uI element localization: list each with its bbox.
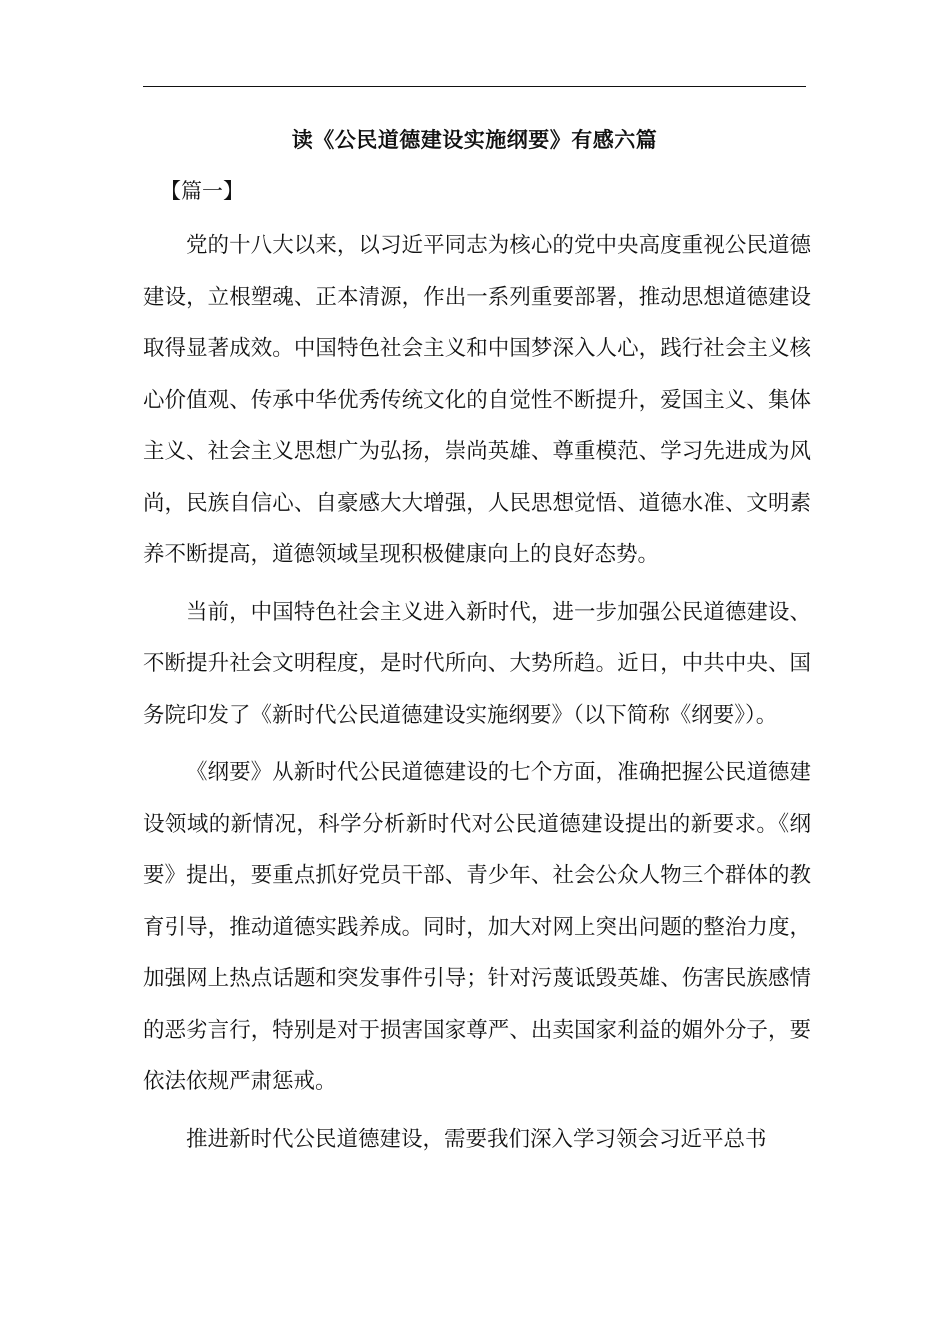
document-title: 读《公民道德建设实施纲要》有感六篇	[291, 127, 658, 152]
body-text	[143, 220, 811, 1171]
paragraph: 当前，中国特色社会主义进入新时代，进一步加强公民道德建设、不断提升社会文明程度，是时代所向、大势所趋。近日，中共中央、国务院印发了《新时代公民道德建设实施纲要》（以下简称《纲要》）。	[143, 599, 811, 728]
paragraph: 《纲要》从新时代公民道德建设的七个方面，准确把握公民道德建设领域的新情况，科学分析新时代对公民道德建设提出的新要求。《纲要》提出，要重点抓好党员干部、青少年、社会公众人物三个群体的教育引导，推动道德实践养成。同时，加大对网上突出问题的整治力度，加强网上热点话题和突发事件引导；针对污蔑诋毁英雄、伤害民族感情的恶劣言行，特别是对于损害国家尊严、出卖国家利益的媚外分子，要依法依规严肃惩戒。	[143, 760, 811, 1094]
header-rule	[143, 86, 806, 87]
paragraph: 党的十八大以来，以习近平同志为核心的党中央高度重视公民道德建设，立根塑魂、正本清源，作出一系列重要部署，推动思想道德建设取得显著成效。中国特色社会主义和中国梦深入人心，践行社会主义核心价值观、传承中华优秀传统文化的自觉性不断提升，爱国主义、集体主义、社会主义思想广为弘扬，崇尚英雄、尊重模范、学习先进成为风尚，民族自信心、自豪感大大增强，人民思想觉悟、道德水准、文明素养不断提高，道德领域呈现积极健康向上的良好态势。	[143, 233, 811, 567]
paragraph: 推进新时代公民道德建设，需要我们深入学习领会习近平总书	[186, 1126, 767, 1152]
section-heading: 【篇一】	[160, 179, 244, 203]
